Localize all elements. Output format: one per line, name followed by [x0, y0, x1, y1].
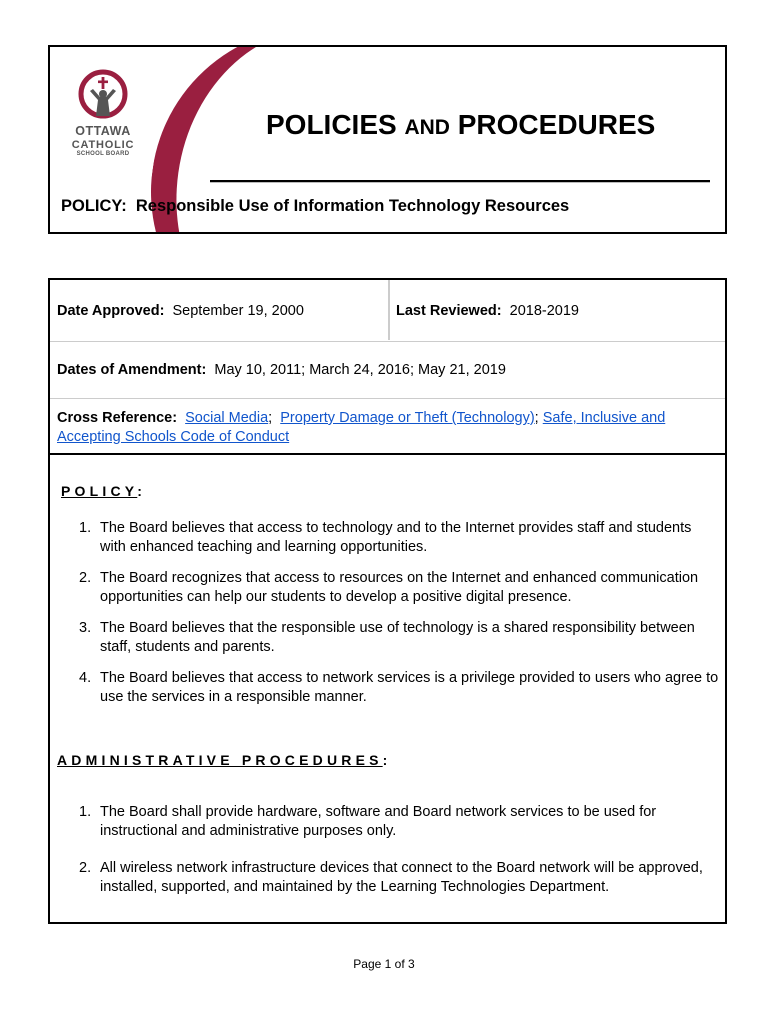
- link-property-damage[interactable]: Property Damage or Theft (Technology): [280, 410, 535, 426]
- list-item: 2. All wireless network infrastructure devices that connect to the Board network will be approved, installed, supported, and maintained by the Learning Technologies Department.: [79, 860, 703, 895]
- link-safe-inclusive[interactable]: Safe, Inclusive and: [542, 410, 666, 426]
- list-item: 1. The Board shall provide hardware, software and Board network services to be used for instructional and administrative purposes only.: [79, 804, 657, 839]
- policy-header: [48, 45, 727, 234]
- page-number: Page 1 of 3: [353, 957, 415, 971]
- row-divider: [50, 341, 725, 342]
- list-item: 2. The Board recognizes that access to resources on the Internet and enhanced communication opportunities can help our students to develop a positive digital presence.: [79, 570, 699, 605]
- list-item: 1. The Board believes that access to technology and to the Internet provides staff and students with enhanced teaching and learning opportunities.: [79, 520, 692, 555]
- logo-wordmark: OTTAWA CATHOLIC SCHOOL BOARD: [71, 124, 135, 157]
- row-divider: [50, 398, 725, 399]
- last-reviewed: Last Reviewed: 2018-2019: [396, 303, 579, 319]
- cell-divider: [388, 280, 390, 340]
- list-item: 3. The Board believes that the responsible use of technology is a shared responsibility between staff, students and parents.: [79, 620, 695, 655]
- policy-body: [48, 278, 727, 924]
- page-title: POLICIES AND PROCEDURES: [266, 109, 656, 140]
- dates-of-amendment: Dates of Amendment: May 10, 2011; March 24, 2016; May 21, 2019: [57, 362, 506, 378]
- link-accepting-schools[interactable]: Accepting Schools Code of Conduct: [57, 429, 290, 445]
- administrative-procedures-heading: ADMINISTRATIVE PROCEDURES:: [57, 752, 392, 768]
- policy-list: [55, 519, 720, 719]
- link-social-media[interactable]: Social Media: [185, 410, 269, 426]
- header-rule-shadow: [210, 182, 710, 183]
- cross-reference: Cross Reference: Social Media; Property Damage or Theft (Technology); Safe, Inclusive and Accepting Schools Code of Conduct: [57, 410, 666, 445]
- row-divider-dark: [50, 453, 725, 455]
- procedures-list: [55, 803, 720, 909]
- date-approved: Date Approved: September 19, 2000: [57, 303, 304, 319]
- policy-heading: POLICY:: [61, 483, 147, 499]
- list-item: 4. The Board believes that access to network services is a privilege provided to users who agree to use the services in a responsible manner.: [79, 670, 719, 705]
- policy-title: POLICY: Responsible Use of Information Technology Resources: [61, 197, 570, 215]
